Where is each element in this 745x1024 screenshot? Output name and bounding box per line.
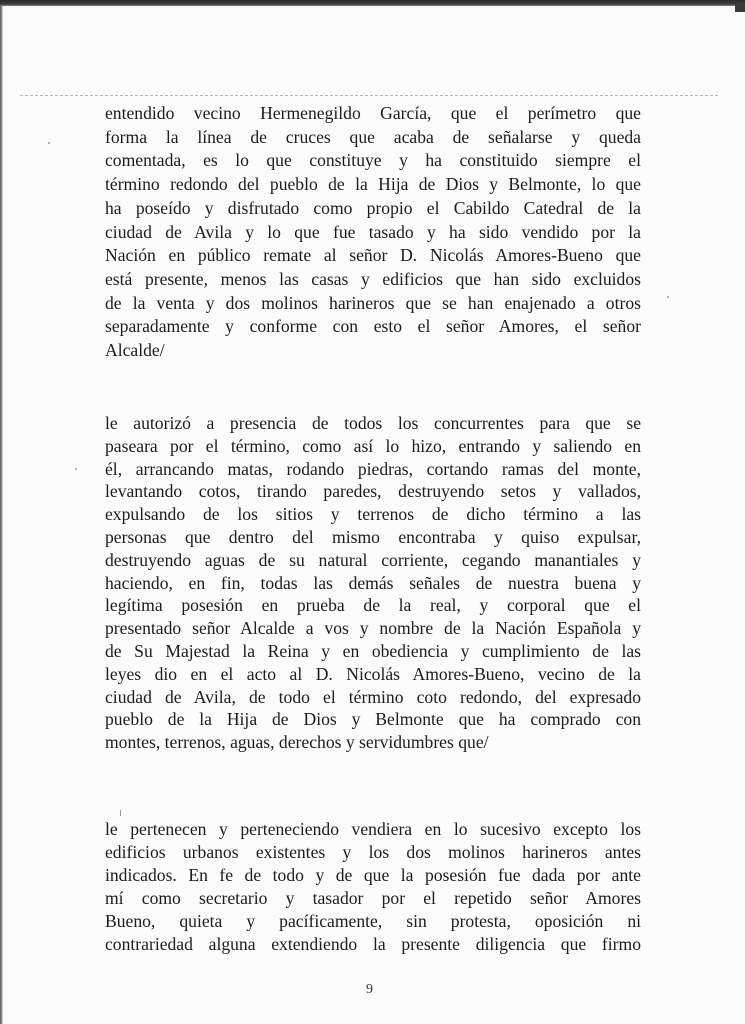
text-line: pueblo de la Hija de Dios y Belmonte que ha comprado con — [105, 709, 641, 730]
page-number: 9 — [366, 982, 373, 997]
text-line: presentado señor Alcalde a vos y nombre de la Nación Española y — [105, 618, 641, 639]
paragraph-1 — [105, 102, 641, 363]
text-line: de Su Majestad la Reina y en obediencia y cumplimiento de las — [105, 640, 641, 661]
text-line: forma la línea de cruces que acaba de señalarse y queda — [105, 126, 641, 147]
text-line: mí como secretario y tasador por el repetido señor Amores — [105, 888, 641, 909]
paragraph-3 — [105, 818, 641, 957]
text-line: paseara por el término, como así lo hizo, entrando y saliendo en — [105, 435, 641, 456]
text-line: Alcalde/ — [105, 340, 165, 361]
scan-speck — [75, 468, 77, 470]
text-line: de la venta y dos molinos harineros que se han enajenado a otros — [105, 292, 641, 313]
scan-speck — [120, 810, 121, 816]
text-line: expulsando de los sitios y terrenos de dicho término a las — [105, 504, 641, 525]
text-line: indicados. En fe de todo y de que la posesión fue dada por ante — [105, 865, 641, 886]
text-line: contrariedad alguna extendiendo la presente diligencia que firmo — [105, 934, 641, 955]
text-line: le autorizó a presencia de todos los concurrentes para que se — [105, 413, 641, 433]
text-line: legítima posesión en prueba de la real, y corporal que el — [105, 595, 641, 616]
text-line: leyes dio en el acto al D. Nicolás Amores-Bueno, vecino de la — [105, 663, 641, 684]
text-line: montes, terrenos, aguas, derechos y servidumbres que/ — [105, 732, 489, 753]
scan-speck — [48, 142, 50, 144]
text-line: término redondo del pueblo de la Hija de Dios y Belmonte, lo que — [105, 174, 641, 195]
text-line: levantando cotos, tirando paredes, destruyendo setos y vallados, — [105, 481, 641, 502]
text-line: Nación en público remate al señor D. Nicolás Amores-Bueno que — [105, 245, 641, 266]
text-line: destruyendo aguas de su natural corriente, cegando manantiales y — [105, 549, 641, 570]
text-line: edificios urbanos existentes y los dos molinos harineros antes — [105, 842, 641, 863]
text-line: comentada, es lo que constituye y ha constituido siempre el — [105, 150, 641, 171]
text-line: personas que dentro del mismo encontraba y quiso expulsar, — [105, 526, 641, 547]
text-line: Bueno, quieta y pacíficamente, sin protesta, oposición ni — [105, 911, 641, 932]
text-line: está presente, menos las casas y edificios que han sido excluidos — [105, 268, 641, 289]
text-line: entendido vecino Hermenegildo García, que el perímetro que — [105, 103, 641, 123]
text-line: separadamente y conforme con esto el señor Amores, el señor — [105, 316, 641, 337]
paragraph-2 — [105, 412, 641, 754]
header-dashed-rule — [20, 95, 718, 96]
scan-top-edge — [0, 0, 745, 6]
text-line: ciudad de Avila y lo que fue tasado y ha sido vendido por la — [105, 221, 641, 242]
scan-corner-mark — [735, 4, 745, 12]
text-line: le pertenecen y perteneciendo vendiera en lo sucesivo excepto los — [105, 819, 641, 839]
scan-speck — [667, 296, 669, 298]
scan-left-edge — [0, 6, 3, 1024]
text-line: ha poseído y disfrutado como propio el Cabildo Catedral de la — [105, 197, 641, 218]
text-line: haciendo, en fin, todas las demás señales de nuestra buena y — [105, 572, 641, 593]
text-line: ciudad de Avila, de todo el término coto redondo, del expresado — [105, 686, 641, 707]
text-line: él, arrancando matas, rodando piedras, cortando ramas del monte, — [105, 458, 641, 479]
